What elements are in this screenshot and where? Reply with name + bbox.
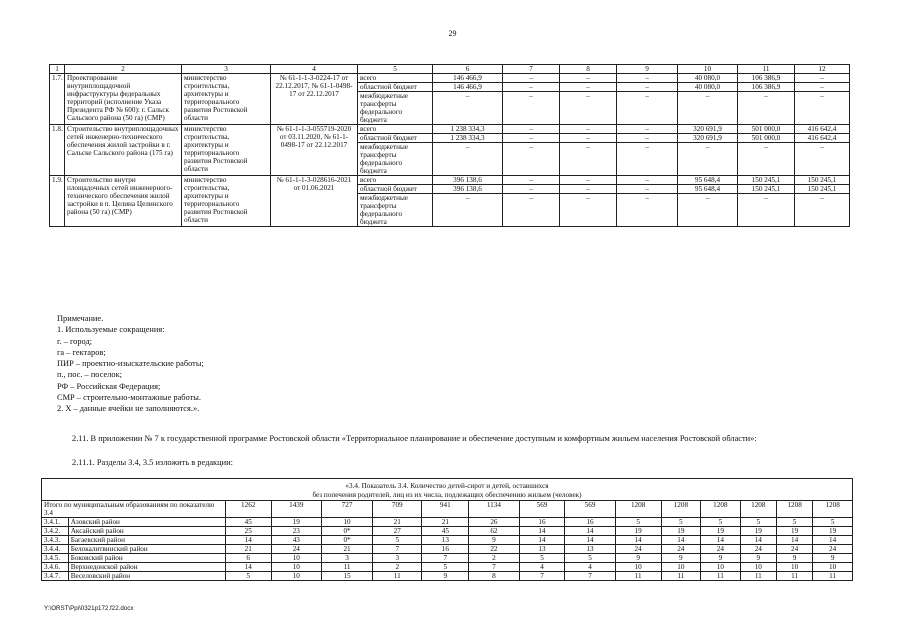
- value-cell: 9: [813, 554, 853, 563]
- value-cell: –: [795, 92, 850, 125]
- value-cell: –: [617, 194, 678, 227]
- note-line: га – гектаров;: [57, 347, 106, 357]
- value-cell: 5: [565, 554, 615, 563]
- value-cell: –: [503, 194, 560, 227]
- value-cell: 5: [422, 563, 469, 572]
- value-cell: 10: [740, 563, 776, 572]
- value-cell: 5: [225, 572, 271, 581]
- value-cell: –: [560, 83, 617, 92]
- caption-line-2: без попечения родителей, лиц из их числа, подлежащих обеспечению жильем (человек): [312, 491, 582, 499]
- value-cell: 11: [661, 572, 701, 581]
- value-cell: 16: [519, 518, 565, 527]
- value-cell: –: [503, 176, 560, 185]
- value-cell: –: [503, 185, 560, 194]
- note-line: п., пос. – поселок;: [57, 370, 123, 380]
- note-line: 1. Используемые сокращения:: [57, 325, 165, 335]
- value-cell: 13: [422, 536, 469, 545]
- district-name: Азовский район: [68, 518, 225, 527]
- value-cell: 8: [469, 572, 519, 581]
- item-num: 1.8.: [50, 125, 65, 176]
- value-cell: 416 642,4: [795, 134, 850, 143]
- value-cell: 10: [813, 563, 853, 572]
- value-cell: 320 691,9: [678, 125, 738, 134]
- value-cell: 11: [373, 572, 422, 581]
- district-name: Верхнедонской район: [68, 563, 225, 572]
- value-cell: 13: [519, 545, 565, 554]
- header-cell: 4: [271, 65, 358, 74]
- item-num: 1.7.: [50, 74, 65, 125]
- item-num: 1.9.: [50, 176, 65, 227]
- value-cell: 10: [701, 563, 741, 572]
- value-cell: 3: [321, 554, 372, 563]
- value-cell: –: [617, 134, 678, 143]
- value-cell: –: [503, 83, 560, 92]
- value-cell: 24: [661, 545, 701, 554]
- value-cell: –: [560, 125, 617, 134]
- total-value: 1208: [615, 501, 661, 518]
- value-cell: 10: [271, 554, 321, 563]
- value-cell: 9: [701, 554, 741, 563]
- table-row: [42, 527, 853, 536]
- value-cell: 4: [565, 563, 615, 572]
- value-cell: –: [617, 185, 678, 194]
- value-cell: 19: [615, 527, 661, 536]
- value-cell: 6: [225, 554, 271, 563]
- item-name: Строительство внутриплощадочных сетей инженерно-технического обеспечения жилой застройки в г. Сальске Сальского района (175 га): [65, 125, 182, 176]
- value-cell: –: [433, 143, 503, 176]
- value-cell: –: [617, 125, 678, 134]
- value-cell: 9: [422, 572, 469, 581]
- value-cell: 19: [701, 527, 741, 536]
- value-cell: 10: [615, 563, 661, 572]
- value-cell: 14: [519, 536, 565, 545]
- total-value: 1439: [271, 501, 321, 518]
- total-value: 1208: [740, 501, 776, 518]
- value-cell: –: [738, 92, 795, 125]
- value-cell: 14: [519, 527, 565, 536]
- value-cell: 14: [615, 536, 661, 545]
- value-cell: 45: [422, 527, 469, 536]
- total-value: 709: [373, 501, 422, 518]
- value-cell: 9: [776, 554, 812, 563]
- value-cell: 43: [271, 536, 321, 545]
- value-cell: 7: [565, 572, 615, 581]
- value-cell: –: [560, 74, 617, 83]
- total-value: 727: [321, 501, 372, 518]
- item-org: министерство строительства, архитектуры и территориального развития Ростовской области: [182, 176, 271, 227]
- value-cell: 416 642,4: [795, 125, 850, 134]
- funding-source: областной бюджет: [358, 134, 433, 143]
- value-cell: –: [560, 185, 617, 194]
- paragraph-2-11: 2.11. В приложении № 7 к государственной программе Ростовской области «Территориальное планирование и обеспечение доступным и комфортным жильем населения Ростовской области»:: [72, 434, 757, 443]
- total-value: 1262: [225, 501, 271, 518]
- row-number: 3.4.2.: [42, 527, 69, 536]
- table-row: [42, 545, 853, 554]
- value-cell: 396 138,6: [433, 176, 503, 185]
- funding-source: всего: [358, 74, 433, 83]
- value-cell: 21: [225, 545, 271, 554]
- note-line: г. – город;: [57, 336, 93, 346]
- header-cell: 11: [738, 65, 795, 74]
- district-name: Багаевский район: [68, 536, 225, 545]
- district-name: Боковский район: [68, 554, 225, 563]
- value-cell: 11: [701, 572, 741, 581]
- value-cell: 5: [373, 536, 422, 545]
- value-cell: –: [560, 143, 617, 176]
- total-value: 1208: [701, 501, 741, 518]
- row-number: 3.4.1.: [42, 518, 69, 527]
- value-cell: 150 245,1: [738, 176, 795, 185]
- value-cell: 24: [615, 545, 661, 554]
- value-cell: –: [738, 194, 795, 227]
- value-cell: 21: [373, 518, 422, 527]
- total-row: [42, 501, 853, 518]
- note-line: 2. Х – данные ячейки не заполняются.».: [57, 404, 200, 414]
- value-cell: 10: [661, 563, 701, 572]
- total-value: 941: [422, 501, 469, 518]
- table-caption-row: [42, 479, 853, 501]
- value-cell: 1 238 334,3: [433, 125, 503, 134]
- value-cell: 21: [422, 518, 469, 527]
- header-cell: 9: [617, 65, 678, 74]
- value-cell: –: [503, 143, 560, 176]
- table-row: [42, 536, 853, 545]
- value-cell: –: [560, 194, 617, 227]
- value-cell: –: [678, 143, 738, 176]
- value-cell: 24: [701, 545, 741, 554]
- value-cell: 19: [661, 527, 701, 536]
- value-cell: –: [433, 92, 503, 125]
- value-cell: 150 245,1: [795, 176, 850, 185]
- note-line: СМР – строительно-монтажные работы.: [57, 393, 202, 403]
- header-cell: 2: [65, 65, 182, 74]
- value-cell: 7: [519, 572, 565, 581]
- row-number: 3.4.5.: [42, 554, 69, 563]
- value-cell: 24: [776, 545, 812, 554]
- table-caption: [42, 479, 853, 501]
- value-cell: 9: [615, 554, 661, 563]
- notes-block: [57, 313, 204, 415]
- value-cell: 16: [422, 545, 469, 554]
- total-value: 1208: [661, 501, 701, 518]
- value-cell: 10: [271, 563, 321, 572]
- value-cell: 95 648,4: [678, 176, 738, 185]
- value-cell: –: [503, 134, 560, 143]
- total-label: Итого по муниципальным образованиям по показателю 3.4: [42, 501, 226, 518]
- value-cell: 106 386,9: [738, 74, 795, 83]
- value-cell: 501 000,0: [738, 125, 795, 134]
- value-cell: 10: [776, 563, 812, 572]
- value-cell: 14: [740, 536, 776, 545]
- value-cell: 11: [615, 572, 661, 581]
- value-cell: 24: [271, 545, 321, 554]
- funding-source: всего: [358, 176, 433, 185]
- value-cell: 5: [740, 518, 776, 527]
- value-cell: –: [795, 74, 850, 83]
- header-cell: 3: [182, 65, 271, 74]
- financing-table: [49, 64, 850, 227]
- header-row: [50, 65, 850, 74]
- district-name: Веселовский район: [68, 572, 225, 581]
- value-cell: 95 648,4: [678, 185, 738, 194]
- value-cell: 396 138,6: [433, 185, 503, 194]
- value-cell: 19: [776, 527, 812, 536]
- value-cell: 11: [740, 572, 776, 581]
- header-cell: 6: [433, 65, 503, 74]
- value-cell: 7: [373, 545, 422, 554]
- row-number: 3.4.6.: [42, 563, 69, 572]
- table-row: [42, 518, 853, 527]
- page-number: 29: [448, 29, 457, 38]
- value-cell: 150 245,1: [795, 185, 850, 194]
- value-cell: 19: [813, 527, 853, 536]
- table-row: [50, 74, 850, 83]
- value-cell: 5: [776, 518, 812, 527]
- total-value: 569: [565, 501, 615, 518]
- table-row: [42, 563, 853, 572]
- value-cell: 19: [271, 518, 321, 527]
- value-cell: 14: [225, 536, 271, 545]
- value-cell: 5: [813, 518, 853, 527]
- header-cell: 5: [358, 65, 433, 74]
- value-cell: 14: [776, 536, 812, 545]
- funding-source: всего: [358, 125, 433, 134]
- value-cell: –: [617, 143, 678, 176]
- value-cell: 9: [661, 554, 701, 563]
- caption-line-1: «3.4. Показатель 3.4. Количество детей-сирот и детей, оставшихся: [345, 482, 549, 490]
- item-doc: № 61-1-1-3-028616-2021 от 01.06.2021: [271, 176, 358, 227]
- value-cell: –: [617, 92, 678, 125]
- district-name: Белокалитвинский район: [68, 545, 225, 554]
- value-cell: 14: [225, 563, 271, 572]
- value-cell: 501 000,0: [738, 134, 795, 143]
- value-cell: 5: [615, 518, 661, 527]
- value-cell: 320 691,9: [678, 134, 738, 143]
- total-value: 1134: [469, 501, 519, 518]
- item-name: Строительство внутри площадочных сетей инженерного-технического обеспечения жилой застройки в п. Целина Целинского района (50 га) (СМР): [65, 176, 182, 227]
- value-cell: –: [795, 83, 850, 92]
- item-org: министерство строительства, архитектуры и территориального развития Ростовской области: [182, 74, 271, 125]
- value-cell: 7: [469, 563, 519, 572]
- value-cell: 1 238 334,3: [433, 134, 503, 143]
- value-cell: 21: [321, 545, 372, 554]
- value-cell: –: [795, 194, 850, 227]
- value-cell: 0*: [321, 536, 372, 545]
- item-doc: № 61-1-1-3-0224-17 от 22.12.2017, № 61-1-0498-17 от 22.12.2017: [271, 74, 358, 125]
- note-line: ПИР – проектно-изыскательские работы;: [57, 359, 204, 369]
- table-row: [50, 176, 850, 185]
- value-cell: 11: [321, 563, 372, 572]
- value-cell: 2: [469, 554, 519, 563]
- total-value: 1208: [813, 501, 853, 518]
- value-cell: 14: [813, 536, 853, 545]
- value-cell: –: [678, 92, 738, 125]
- value-cell: 62: [469, 527, 519, 536]
- value-cell: –: [795, 143, 850, 176]
- value-cell: 10: [321, 518, 372, 527]
- value-cell: –: [503, 74, 560, 83]
- total-value: 569: [519, 501, 565, 518]
- value-cell: 10: [271, 572, 321, 581]
- total-value: 1208: [776, 501, 812, 518]
- item-org: министерство строительства, архитектуры и территориального развития Ростовской области: [182, 125, 271, 176]
- note-line: РФ – Российская Федерация;: [57, 381, 161, 391]
- value-cell: 3: [373, 554, 422, 563]
- funding-source: областной бюджет: [358, 83, 433, 92]
- row-number: 3.4.3.: [42, 536, 69, 545]
- value-cell: 27: [373, 527, 422, 536]
- table-row: [42, 554, 853, 563]
- value-cell: 106 386,9: [738, 83, 795, 92]
- value-cell: 5: [661, 518, 701, 527]
- value-cell: 9: [740, 554, 776, 563]
- funding-source: областной бюджет: [358, 185, 433, 194]
- value-cell: 14: [661, 536, 701, 545]
- value-cell: 146 466,9: [433, 74, 503, 83]
- row-number: 3.4.7.: [42, 572, 69, 581]
- funding-source: межбюджетные трансферты федерального бюджета: [358, 143, 433, 176]
- value-cell: –: [433, 194, 503, 227]
- row-number: 3.4.4.: [42, 545, 69, 554]
- value-cell: 14: [701, 536, 741, 545]
- table-row: [42, 572, 853, 581]
- value-cell: 16: [565, 518, 615, 527]
- funding-source: межбюджетные трансферты федерального бюджета: [358, 92, 433, 125]
- value-cell: –: [678, 194, 738, 227]
- value-cell: 2: [373, 563, 422, 572]
- value-cell: –: [617, 83, 678, 92]
- value-cell: 24: [740, 545, 776, 554]
- note-line: Примечание.: [57, 314, 104, 323]
- header-cell: 7: [503, 65, 560, 74]
- value-cell: 23: [271, 527, 321, 536]
- value-cell: 0*: [321, 527, 372, 536]
- indicator-table: [41, 478, 853, 581]
- header-cell: 1: [50, 65, 65, 74]
- value-cell: –: [560, 176, 617, 185]
- value-cell: 15: [321, 572, 372, 581]
- value-cell: 4: [519, 563, 565, 572]
- value-cell: 14: [565, 527, 615, 536]
- value-cell: –: [560, 134, 617, 143]
- header-cell: 12: [795, 65, 850, 74]
- paragraph-2-11-1: 2.11.1. Разделы 3.4, 3.5 изложить в редакции:: [72, 458, 233, 467]
- funding-source: межбюджетные трансферты федерального бюджета: [358, 194, 433, 227]
- value-cell: 25: [225, 527, 271, 536]
- value-cell: –: [738, 143, 795, 176]
- value-cell: –: [503, 92, 560, 125]
- value-cell: 146 466,9: [433, 83, 503, 92]
- value-cell: 40 080,0: [678, 83, 738, 92]
- value-cell: 22: [469, 545, 519, 554]
- file-path-footer: Y:\ORST\Ppi\0321p172.f22.docx: [44, 605, 134, 612]
- value-cell: 13: [565, 545, 615, 554]
- value-cell: –: [617, 74, 678, 83]
- header-cell: 8: [560, 65, 617, 74]
- value-cell: 5: [701, 518, 741, 527]
- value-cell: 150 245,1: [738, 185, 795, 194]
- item-name: Проектирование внутриплощадочной инфраструктуры федеральных территорий (исполнение Указа Президента РФ № 600): г. Сальск Сальского района (50 га) (СМР): [65, 74, 182, 125]
- value-cell: 9: [469, 536, 519, 545]
- value-cell: –: [560, 92, 617, 125]
- table-row: [50, 125, 850, 134]
- value-cell: 14: [565, 536, 615, 545]
- value-cell: 11: [813, 572, 853, 581]
- value-cell: –: [503, 125, 560, 134]
- value-cell: 45: [225, 518, 271, 527]
- value-cell: 26: [469, 518, 519, 527]
- header-cell: 10: [678, 65, 738, 74]
- district-name: Аксайский район: [68, 527, 225, 536]
- value-cell: 7: [422, 554, 469, 563]
- value-cell: –: [617, 176, 678, 185]
- value-cell: 11: [776, 572, 812, 581]
- value-cell: 5: [519, 554, 565, 563]
- value-cell: 40 080,0: [678, 74, 738, 83]
- value-cell: 24: [813, 545, 853, 554]
- item-doc: № 61-1-1-3-055719-2020 от 03.11.2020, № 61-1-0498-17 от 22.12.2017: [271, 125, 358, 176]
- value-cell: 19: [740, 527, 776, 536]
